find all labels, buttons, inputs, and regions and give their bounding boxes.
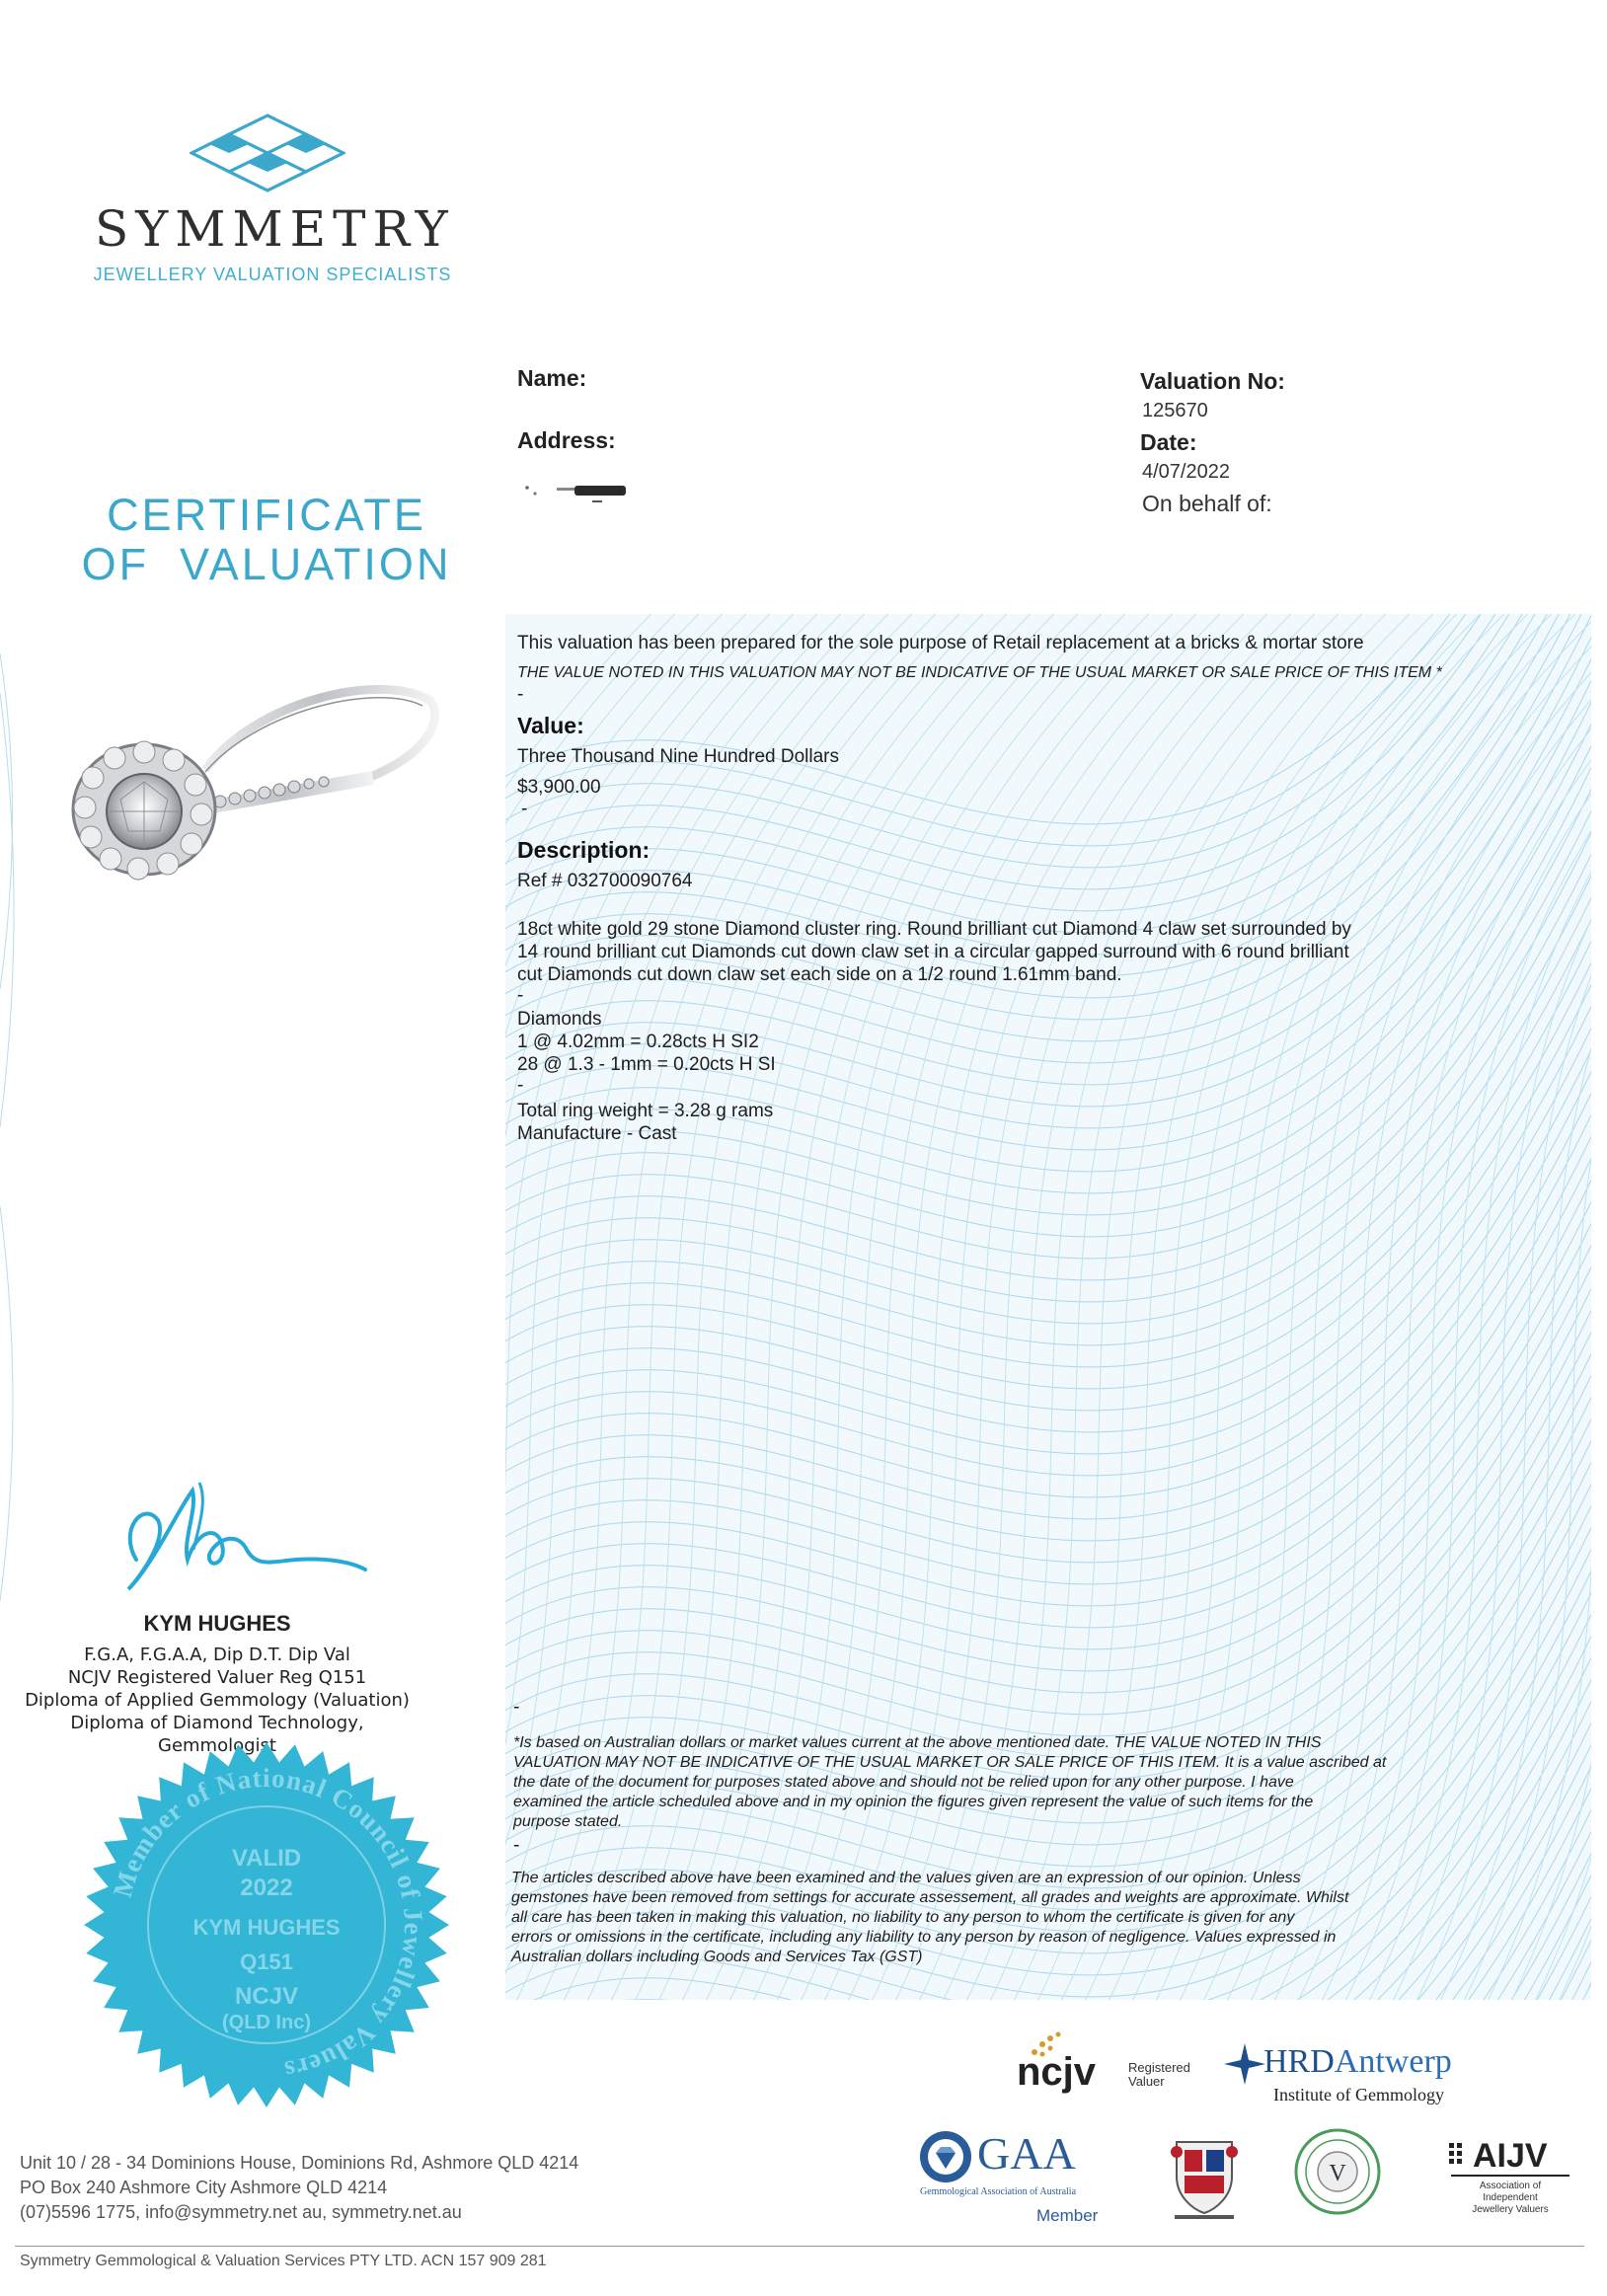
gemmological-association-crest-icon xyxy=(1165,2132,1244,2221)
aijv-logo xyxy=(1441,2137,1579,2226)
seal-ncjv: NCJV xyxy=(234,1983,299,2010)
liability-line-1: The articles described above have been examined and the values given are an expression of our opinion. Unless xyxy=(511,1870,1301,1886)
address-label: Address: xyxy=(517,427,616,453)
address-line-2: PO Box 240 Ashmore City Ashmore QLD 4214 xyxy=(20,2178,388,2197)
signature xyxy=(99,1471,375,1609)
seal-ring-text: Member of National Council of Jewellery Valuers xyxy=(107,1762,429,2086)
seal-reg: Q151 xyxy=(240,1950,293,1974)
diamond-line-2: 28 @ 1.3 - 1mm = 0.20cts H SI xyxy=(517,1054,776,1075)
basis-line-4: examined the article scheduled above and in my opinion the figures given represent the value of such items for the xyxy=(513,1794,1314,1810)
ncjv-wordmark: ncjv xyxy=(1017,2050,1097,2094)
ncjv-caption-1: Registered xyxy=(1128,2060,1190,2075)
address-line-1: Unit 10 / 28 - 34 Dominions House, Dominions Rd, Ashmore QLD 4214 xyxy=(20,2153,579,2173)
liability-line-3: all care has been taken in making this valuation, no liability to any person to whom the certificate is given for any xyxy=(511,1909,1295,1926)
valuation-number: 125670 xyxy=(1142,400,1208,421)
basis-line-5: purpose stated. xyxy=(513,1813,623,1830)
basis-line-2: VALUATION MAY NOT BE INDICATIVE OF THE USUAL MARKET OR SALE PRICE OF THIS ITEM. It is a value ascribed at xyxy=(513,1754,1387,1771)
gaa-member: Member xyxy=(1036,2206,1099,2225)
ring-weight: Total ring weight = 3.28 g rams xyxy=(517,1101,774,1121)
credential-line-3: Diploma of Applied Gemmology (Valuation) xyxy=(25,1690,410,1711)
description-heading: Description: xyxy=(517,837,650,863)
date-label: Date: xyxy=(1140,429,1197,455)
certificate-title xyxy=(59,491,474,589)
company-legal-line: Symmetry Gemmological & Valuation Services PTY LTD. ACN 157 909 281 xyxy=(20,2253,547,2269)
brand-tagline: JEWELLERY VALUATION SPECIALISTS xyxy=(93,265,452,284)
date-value: 4/07/2022 xyxy=(1142,461,1230,483)
diamonds-heading: Diamonds xyxy=(517,1009,602,1030)
manufacture: Manufacture - Cast xyxy=(517,1123,677,1144)
dash-3: - xyxy=(517,985,524,1006)
valuer-name: KYM HUGHES xyxy=(143,1611,291,1636)
value-heading: Value: xyxy=(517,713,584,738)
dash-2: - xyxy=(521,799,528,819)
description-ref: Ref # 032700090764 xyxy=(517,871,693,891)
hrd-name-b: Antwerp xyxy=(1334,2043,1452,2080)
description-line-3: cut Diamonds cut down claw set each side on a 1/2 round 1.61mm band. xyxy=(517,964,1122,985)
ncjv-caption xyxy=(1128,2061,1190,2089)
aijv-sub-1: Association of xyxy=(1479,2181,1542,2191)
hrd-name-a: HRD xyxy=(1263,2043,1335,2080)
basis-disclaimer xyxy=(513,1733,1386,1832)
dash-4: - xyxy=(517,1075,524,1096)
purpose-statement: This valuation has been prepared for the sole purpose of Retail replacement at a bricks & mortar store xyxy=(517,633,1364,653)
ncjv-seal xyxy=(79,1737,454,2112)
purpose-warning: THE VALUE NOTED IN THIS VALUATION MAY NOT BE INDICATIVE OF THE USUAL MARKET OR SALE PRICE OF THIS ITEM * xyxy=(517,664,1442,681)
hrd-antwerp-logo xyxy=(1224,2043,1500,2112)
description-line-1: 18ct white gold 29 stone Diamond cluster ring. Round brilliant cut Diamond 4 claw set surrounded by xyxy=(517,919,1351,940)
basis-line-1: *Is based on Australian dollars or market values current at the above mentioned date. THE VALUE NOTED IN THIS xyxy=(513,1734,1322,1751)
gaa-subtitle: Gemmological Association of Australia xyxy=(920,2186,1077,2197)
dash-1: - xyxy=(517,684,524,705)
liability-line-4: errors or omissions in the certificate, including any liability to any person by reason of negligence. Values expressed in xyxy=(511,1929,1337,1946)
redacted-address-mark xyxy=(513,474,661,513)
aijv-grid-icon xyxy=(1449,2143,1475,2169)
brand-name: SYMMETRY xyxy=(95,200,455,258)
seal-valuer: KYM HUGHES xyxy=(192,1915,341,1940)
diamond-line-1: 1 @ 4.02mm = 0.28cts H SI2 xyxy=(517,1032,759,1052)
address-line-3: (07)5596 1775, info@symmetry.net au, symmetry.net.au xyxy=(20,2202,462,2222)
dash-6: - xyxy=(513,1835,520,1856)
gaa-wordmark: GAA xyxy=(977,2128,1076,2179)
liability-line-5: Australian dollars including Goods and Services Tax (GST) xyxy=(511,1949,923,1965)
certificate-title-line1: CERTIFICATE xyxy=(107,490,426,540)
liability-line-2: gemstones have been removed from settings for accurate assessement, all grades and weights are approximate. Whilst xyxy=(511,1889,1349,1906)
basis-line-3: the date of the document for purposes stated above and should not be relied upon for any other purpose. I have xyxy=(513,1774,1294,1791)
gaa-emblem-icon xyxy=(918,2129,973,2184)
hrd-star-icon xyxy=(1224,2043,1265,2085)
ring-photo xyxy=(57,661,442,888)
gaa-logo xyxy=(918,2127,1115,2225)
footer-divider xyxy=(15,2246,1584,2247)
certificate-title-line2: OF VALUATION xyxy=(81,539,452,589)
left-edge-pattern xyxy=(0,614,30,1700)
credential-line-2: NCJV Registered Valuer Reg Q151 xyxy=(67,1667,367,1688)
aijv-sub-3: Jewellery Valuers xyxy=(1472,2204,1549,2215)
seal-valid: VALID xyxy=(231,1845,302,1872)
value-amount: $3,900.00 xyxy=(517,777,601,798)
hrd-wordmark xyxy=(1263,2043,1452,2081)
seal-year: 2022 xyxy=(240,1875,293,1901)
value-words: Three Thousand Nine Hundred Dollars xyxy=(517,746,839,767)
seal-state: (QLD Inc) xyxy=(222,2012,311,2033)
name-label: Name: xyxy=(517,365,587,391)
aijv-sub-2: Independent xyxy=(1483,2192,1538,2203)
credential-line-4: Diploma of Diamond Technology, xyxy=(70,1713,364,1733)
aijv-wordmark: AIJV xyxy=(1473,2137,1548,2175)
ncjv-logo xyxy=(1017,2028,1214,2098)
liability-disclaimer xyxy=(511,1869,1348,1967)
ncjv-caption-2: Valuer xyxy=(1128,2074,1165,2089)
on-behalf-label: On behalf of: xyxy=(1142,491,1272,516)
credential-line-1: F.G.A, F.G.A.A, Dip D.T. Dip Val xyxy=(84,1645,350,1665)
description-line-2: 14 round brilliant cut Diamonds cut down claw set in a circular gapped surround with 6 round brilliant xyxy=(517,942,1349,962)
valuation-number-label: Valuation No: xyxy=(1140,368,1285,394)
credential-line-5: Gemmologist xyxy=(158,1735,276,1756)
v-badge-letter: V xyxy=(1329,2161,1346,2186)
aijv-subtitle xyxy=(1441,2181,1579,2216)
hrd-subtitle: Institute of Gemmology xyxy=(1273,2085,1444,2105)
dash-5: - xyxy=(513,1697,520,1718)
symmetry-logo-icon xyxy=(190,114,345,192)
v-badge-icon xyxy=(1293,2127,1382,2216)
aijv-rule xyxy=(1451,2175,1569,2177)
